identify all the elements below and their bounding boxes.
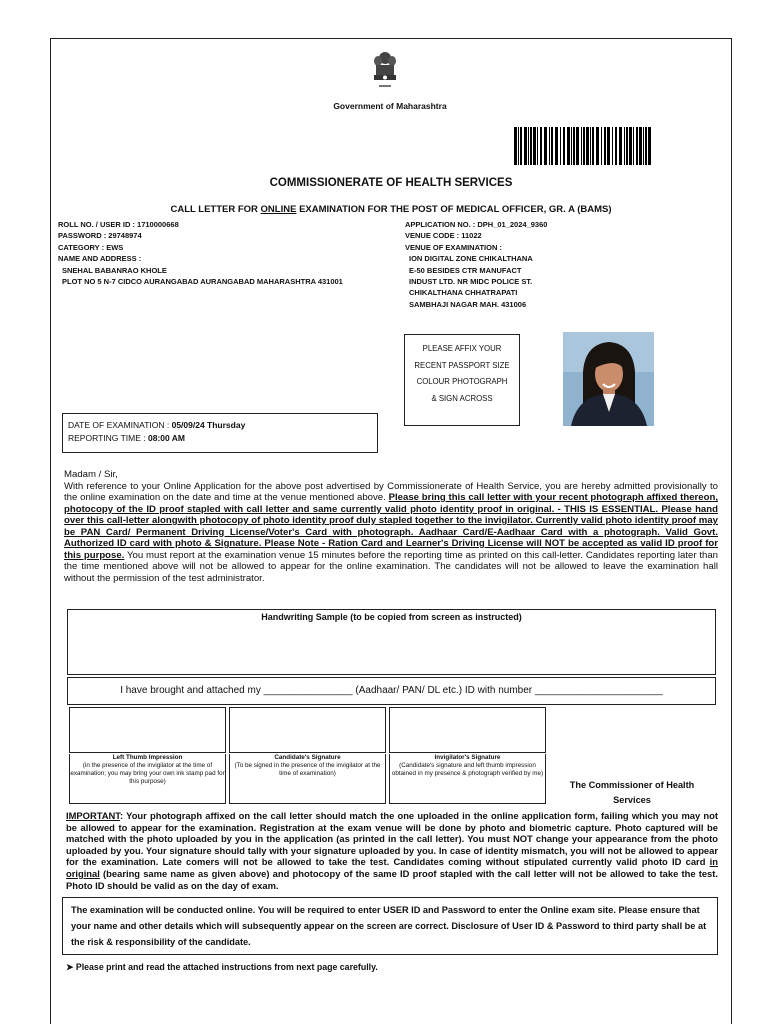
barcode-bar: [555, 127, 558, 165]
candidate-address: PLOT NO 5 N-7 CIDCO AURANGABAD AURANGABAD MAHARASHTRA 431001: [62, 277, 343, 287]
barcode-bar: [514, 127, 517, 165]
category: CATEGORY : EWS: [58, 242, 124, 252]
exam-details-box: [62, 413, 378, 453]
letter-body: [64, 469, 718, 584]
barcode-bar: [540, 127, 542, 165]
candidate-signature-box: [229, 707, 386, 753]
barcode-bar: [581, 127, 582, 165]
barcode-bar: [567, 127, 570, 165]
barcode-bar: [624, 127, 625, 165]
invigilator-signature-label: Invigilator's Signature (Candidate's signature and left thumb impression obtained in my presence & photograph verified by me): [389, 754, 546, 804]
name-address-label: NAME AND ADDRESS :: [58, 254, 142, 264]
barcode-bar: [612, 127, 613, 165]
footer-instruction: ➤ Please print and read the attached instructions from next page carefully.: [66, 962, 378, 972]
venue-line: INDUST LTD. NR MIDC POLICE ST.: [409, 277, 533, 287]
barcode-bar: [573, 127, 575, 165]
venue-line: SAMBHAJI NAGAR MAH. 431006: [409, 299, 527, 309]
venue-code: VENUE CODE : 11022: [405, 231, 482, 241]
barcode-bar: [629, 127, 632, 165]
barcode-bar: [648, 127, 651, 165]
barcode-bar: [615, 127, 617, 165]
barcode-bar: [601, 127, 602, 165]
application-number: APPLICATION NO. : DPH_01_2024_9360: [405, 220, 548, 229]
barcode-bar: [607, 127, 610, 165]
roll-number: ROLL NO. / USER ID : 1710000668: [58, 220, 179, 229]
barcode-bar: [571, 127, 572, 165]
barcode-bar: [639, 127, 642, 165]
reporting-time: REPORTING TIME : 08:00 AM: [68, 433, 185, 443]
barcode-bar: [560, 127, 561, 165]
venue-line: CHIKALTHANA CHHATRAPATI: [409, 288, 518, 298]
commissioner-signatory: The Commissioner of Health Services: [569, 780, 695, 805]
barcode-bar: [643, 127, 644, 165]
venue-line: ION DIGITAL ZONE CHIKALTHANA: [409, 254, 533, 264]
barcode-bar: [586, 127, 589, 165]
national-emblem-icon: [370, 49, 400, 95]
candidate-name: SNEHAL BABANRAO KHOLE: [62, 265, 167, 275]
barcode-bar: [576, 127, 579, 165]
barcode-bar: [590, 127, 591, 165]
barcode-bar: [636, 127, 638, 165]
candidate-photo: [563, 332, 654, 426]
thumb-impression-box: [69, 707, 226, 753]
salutation: Madam / Sir,: [64, 469, 118, 480]
barcode-bar: [549, 127, 550, 165]
exam-date: DATE OF EXAMINATION : 05/09/24 Thursday: [68, 420, 246, 430]
government-label: Government of Maharashtra: [333, 101, 447, 111]
barcode-bar: [604, 127, 606, 165]
barcode: [514, 127, 654, 165]
thumb-impression-label: Left Thumb Impression (in the presence of the invigilator at the time of examination; you may bring your own ink stamp pad for this purpose): [69, 754, 226, 804]
important-notice: IMPORTANT: Your photograph affixed on the call letter should match the one uploaded in the online application form, failing which you may not be allowed to appear for the examination. Registration at the exam venue will be done by photo and biometric capture. Photo captured will be matched with the photo uploaded by you in the application (as printed in the call letter). You must NOT change your appearance from the photo uploaded by you. Your signature should tally with your signature uploaded by you. In case of identity mismatch, you will not be allowed to appear for the examination. Late comers will not be allowed to take the test. Candidates coming without stipulated currently valid photo ID card in original (bearing same name as given above) and photocopy of the same ID proof stapled with the call letter will not be allowed to take the test. Photo ID should be valid as on the day of exam.: [66, 810, 718, 891]
invigilator-signature-box: [389, 707, 546, 753]
barcode-bar: [619, 127, 622, 165]
barcode-bar: [533, 127, 536, 165]
handwriting-sample-box: Handwriting Sample (to be copied from screen as instructed): [67, 609, 716, 675]
barcode-bar: [592, 127, 594, 165]
arrow-bullet-icon: ➤: [66, 962, 74, 972]
barcode-bar: [583, 127, 585, 165]
call-letter-subtitle: CALL LETTER FOR ONLINE EXAMINATION FOR THE POST OF MEDICAL OFFICER, GR. A (BAMS): [170, 204, 612, 215]
candidate-signature-label: Candidate's Signature (To be signed in the presence of the invigilator at the time of examination): [229, 754, 386, 804]
venue-label: VENUE OF EXAMINATION :: [405, 242, 502, 252]
letter-paragraph: With reference to your Online Application for the above post advertised by Commissionerate of Health Service, you are hereby admitted provisionally to the online examination on the date and time at the venue mentioned above. Please bring this call letter with your recent photograph affixed thereon, photocopy of the ID proof stapled with call letter and same currently valid photo identity proof in original. - THIS IS ESSENTIAL. Please hand over this call-letter alongwith photocopy of photo identity proof duly stapled together to the invigilator. Currently valid photo identity proof may be PAN Card/ Permanent Driving License/Voter's Card with photograph. Aadhaar Card/E-Aadhaar Card with a photograph. Valid Govt. Authorized ID card with photo & Signature. Please Note - Ration Card and Learner's Driving License will NOT be accepted as valid ID proof for this purpose. You must report at the examination venue 15 minutes before the reporting time as printed on this call-letter. Candidates reporting later than the time mentioned above will not be allowed to appear for the online examination. The candidates will not be allowed to leave the examination hall without the permission of the test administrator.: [64, 480, 718, 584]
page-title: COMMISSIONERATE OF HEALTH SERVICES: [269, 177, 513, 189]
barcode-bar: [551, 127, 553, 165]
password: PASSWORD : 29748974: [58, 231, 142, 241]
barcode-bar: [633, 127, 634, 165]
candidate-info: [58, 219, 398, 287]
barcode-bar: [537, 127, 538, 165]
barcode-bar: [563, 127, 565, 165]
barcode-bar: [530, 127, 532, 165]
barcode-bar: [645, 127, 647, 165]
barcode-bar: [596, 127, 599, 165]
barcode-bar: [626, 127, 628, 165]
barcode-bar: [518, 127, 519, 165]
online-exam-note: The examination will be conducted online. You will be required to enter USER ID and Password to enter the Online exam site. Please ensure that your name and other details which will subsequently appear on the screen are correct. Disclosure of User ID & Password to third party shall be at the risk & responsibility of the candidate.: [62, 897, 718, 955]
venue-line: E-50 BESIDES CTR MANUFACT: [409, 265, 522, 275]
application-info: [405, 219, 655, 310]
id-declaration: I have brought and attached my ________________ (Aadhaar/ PAN/ DL etc.) ID with number _______________________: [67, 677, 716, 705]
barcode-bar: [524, 127, 527, 165]
photo-affix-box: PLEASE AFFIX YOUR RECENT PASSPORT SIZE COLOUR PHOTOGRAPH & SIGN ACROSS: [404, 334, 520, 426]
barcode-bar: [544, 127, 547, 165]
barcode-bar: [520, 127, 522, 165]
barcode-bar: [528, 127, 529, 165]
